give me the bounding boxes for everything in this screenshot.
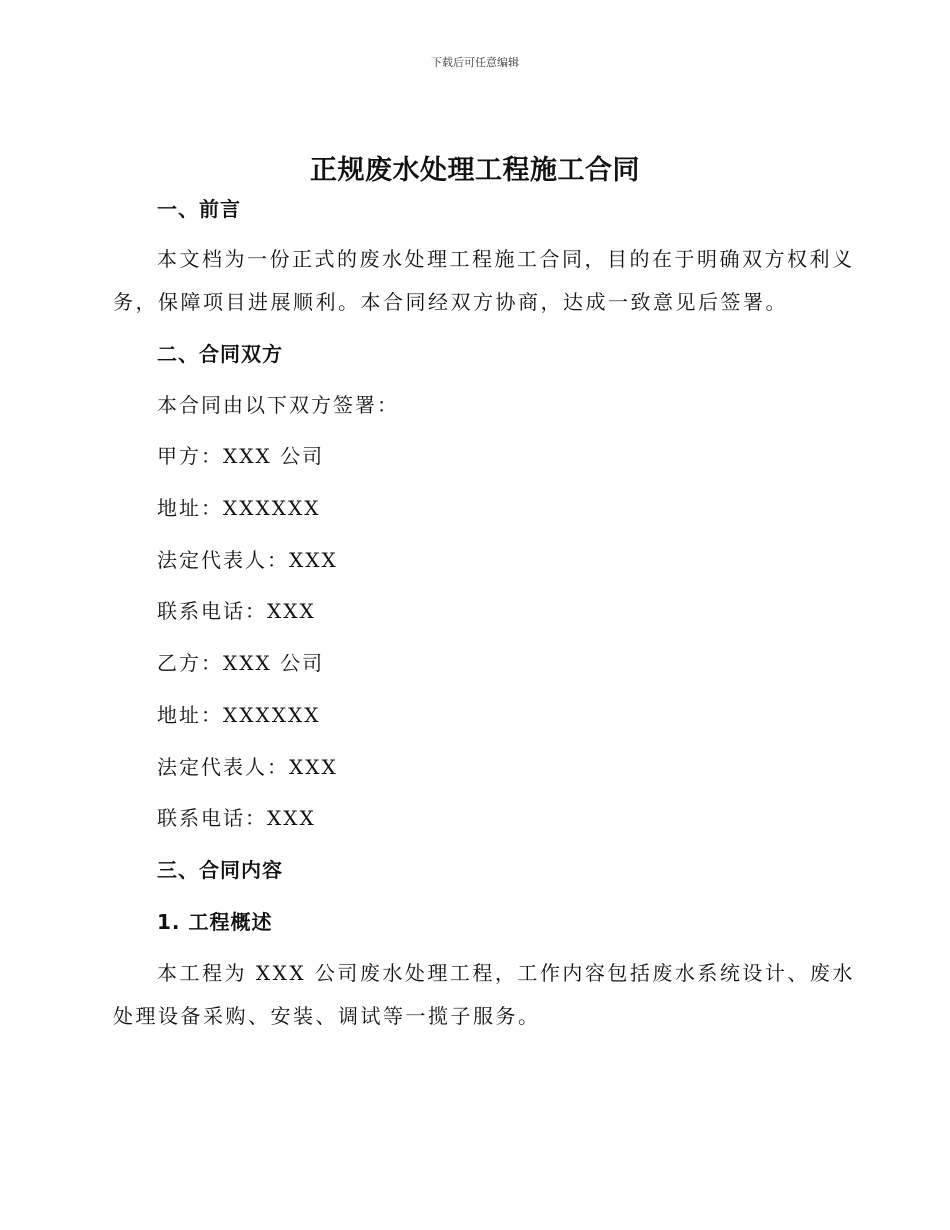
overview-paragraph-line-1: 本工程为 XXX 公司废水处理工程，工作内容包括废水系统设计、废水	[157, 961, 855, 985]
party-b-name: 乙方：XXX 公司	[157, 651, 325, 675]
party-a-address: 地址：XXXXXX	[157, 496, 321, 520]
party-b-representative: 法定代表人：XXX	[157, 755, 338, 779]
party-a-representative: 法定代表人：XXX	[157, 548, 338, 572]
section-heading-preface: 一、前言	[157, 197, 241, 221]
overview-paragraph-line-2: 处理设备采购、安装、调试等一揽子服务。	[113, 1004, 541, 1028]
section-heading-parties: 二、合同双方	[157, 342, 283, 366]
party-b-address: 地址：XXXXXX	[157, 703, 321, 727]
header-note: 下载后可任意编辑	[431, 56, 519, 69]
party-b-phone: 联系电话：XXX	[157, 806, 316, 830]
parties-intro: 本合同由以下双方签署：	[157, 393, 399, 417]
party-a-phone: 联系电话：XXX	[157, 599, 316, 623]
subheading-project-overview: 1. 工程概述	[157, 910, 273, 934]
party-a-name: 甲方：XXX 公司	[157, 444, 325, 468]
preface-paragraph-line-1: 本文档为一份正式的废水处理工程施工合同，目的在于明确双方权利义	[157, 247, 855, 271]
section-heading-contents: 三、合同内容	[157, 858, 283, 882]
preface-paragraph-line-2: 务，保障项目进展顺利。本合同经双方协商，达成一致意见后签署。	[113, 290, 788, 314]
document-title: 正规废水处理工程施工合同	[310, 155, 640, 186]
